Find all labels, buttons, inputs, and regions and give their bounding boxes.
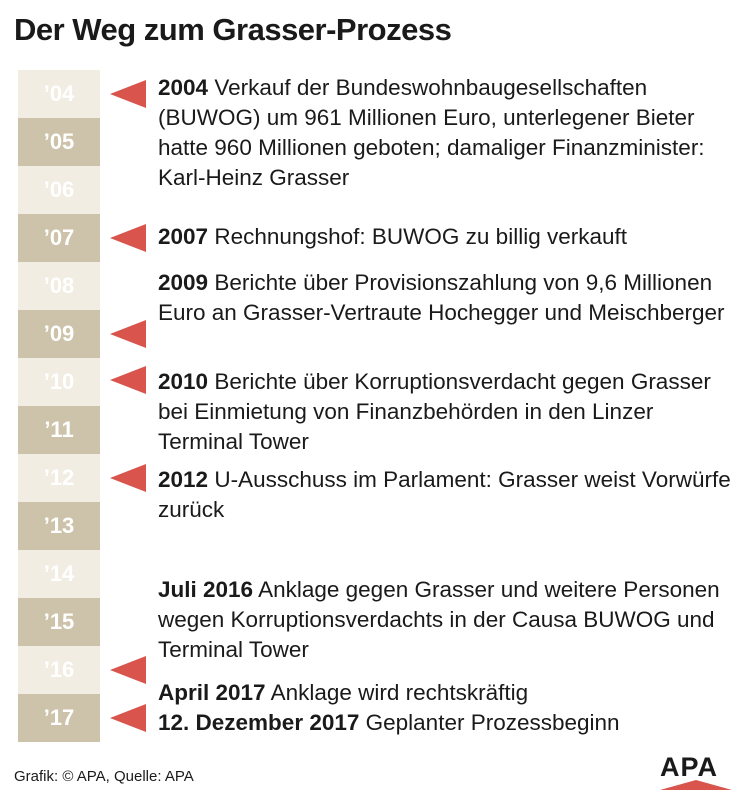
year-band-15: ’15 — [18, 598, 100, 646]
event-marker-arrow — [110, 464, 146, 492]
year-band-07: ’07 — [18, 214, 100, 262]
year-band-08: ’08 — [18, 262, 100, 310]
event-marker-arrow — [110, 320, 146, 348]
event-2010: 2010 Berichte über Korruptionsverdacht gegen Grasser bei Einmietung von Finanzbehörden in den Linzer Terminal Tower — [158, 369, 711, 454]
event-2009: 2009 Berichte über Provisionszahlung von 9,6 Millionen Euro an Grasser-Vertraute Hochegger und Meischberger — [158, 270, 725, 325]
year-band-11: ’11 — [18, 406, 100, 454]
year-band-09: ’09 — [18, 310, 100, 358]
logo-triangle-icon — [660, 780, 732, 790]
logo-text: APA — [660, 752, 719, 782]
year-band-05: ’05 — [18, 118, 100, 166]
year-band-12: ’12 — [18, 454, 100, 502]
event-2016: Juli 2016 Anklage gegen Grasser und weitere Personen wegen Korruptionsverdachts in der Causa BUWOG und Terminal Tower — [158, 577, 720, 662]
year-band-10: ’10 — [18, 358, 100, 406]
year-band-04: ’04 — [18, 70, 100, 118]
event-2004: 2004 Verkauf der Bundeswohnbaugesellschaften (BUWOG) um 961 Millionen Euro, unterlegener Bieter hatte 960 Millionen geboten; damaliger Finanzminister: Karl-Heinz Grasser — [158, 75, 705, 190]
year-band-17: ’17 — [18, 694, 100, 742]
event-2012: 2012 U-Ausschuss im Parlament: Grasser weist Vorwürfe zurück — [158, 467, 731, 522]
year-band-14: ’14 — [18, 550, 100, 598]
year-band-13: ’13 — [18, 502, 100, 550]
event-marker-arrow — [110, 80, 146, 108]
event-marker-arrow — [110, 656, 146, 684]
apa-logo — [660, 752, 738, 792]
page-title: Der Weg zum Grasser-Prozess — [14, 12, 452, 47]
year-timeline — [18, 70, 100, 742]
event-2017-december: 12. Dezember 2017 Geplanter Prozessbeginn — [158, 710, 620, 735]
event-marker-arrow — [110, 704, 146, 732]
event-marker-arrow — [110, 366, 146, 394]
event-2007: 2007 Rechnungshof: BUWOG zu billig verkauft — [158, 224, 627, 249]
year-band-16: ’16 — [18, 646, 100, 694]
event-2017-april: April 2017 Anklage wird rechtskräftig — [158, 680, 529, 705]
source-credit: Grafik: © APA, Quelle: APA — [14, 768, 194, 785]
event-marker-arrow — [110, 224, 146, 252]
year-band-06: ’06 — [18, 166, 100, 214]
